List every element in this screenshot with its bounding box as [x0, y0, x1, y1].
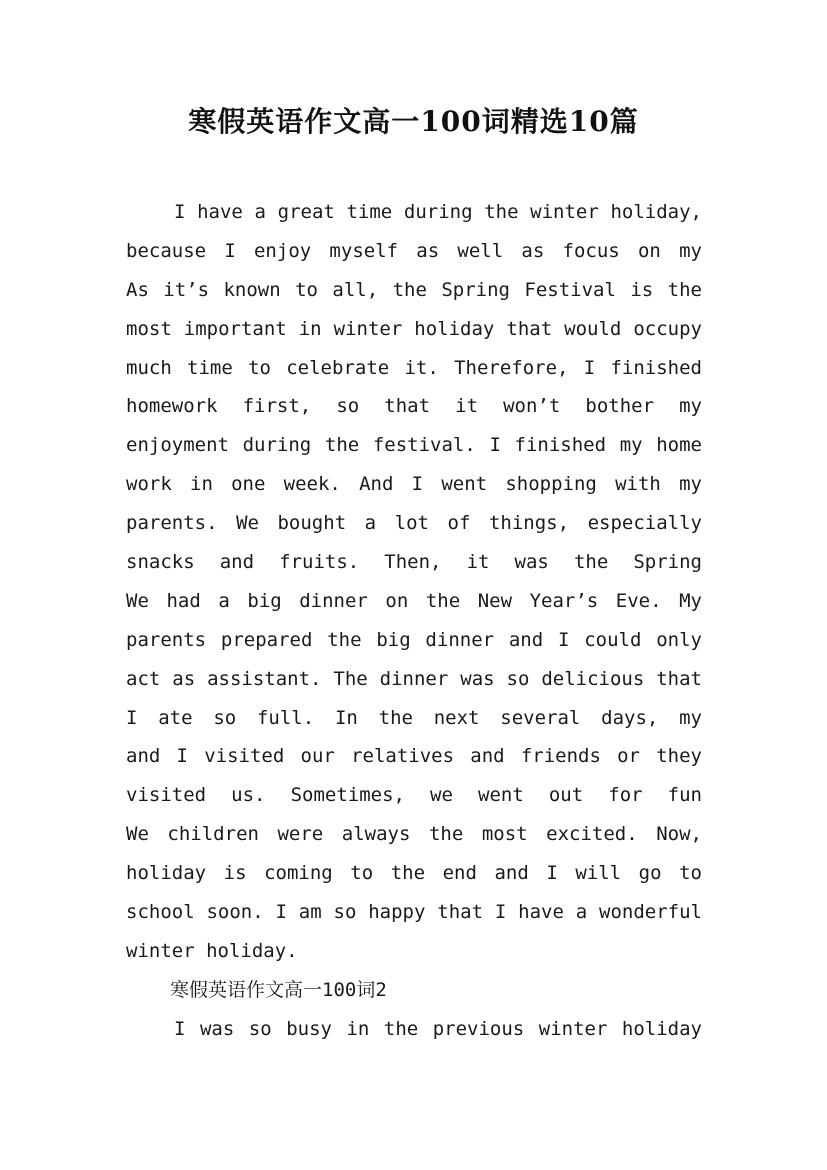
- essay-1-line: work in one week. And I went shopping with my: [126, 473, 702, 496]
- essay-1-line: I ate so full. In the next several days, my: [126, 706, 702, 729]
- essay-2-heading: 寒假英语作文高一100词2: [170, 978, 387, 1001]
- essay-1-line: visited us. Sometimes, we went out for fun: [126, 784, 702, 807]
- essay-1-line-last: winter holiday.: [126, 939, 298, 962]
- essay-1-line: most important in winter holiday that would occupy: [126, 317, 702, 340]
- essay-1-line: homework first, so that it won’t bother my: [126, 395, 702, 418]
- essay-1-line: We had a big dinner on the New Year’s Eve. My: [126, 589, 702, 612]
- essay-1-line: I have a great time during the winter holiday,: [174, 201, 702, 223]
- essay-1-line: As it’s known to all, the Spring Festival is the: [126, 278, 702, 301]
- essay-1-line: school soon. I am so happy that I have a wonderful: [126, 901, 702, 924]
- essay-1-line: parents. We bought a lot of things, especially: [126, 512, 702, 535]
- essay-2-line: I was so busy in the previous winter holiday: [174, 1017, 702, 1040]
- essay-1-line: and I visited our relatives and friends or they: [126, 745, 702, 768]
- essay-1-line: enjoyment during the festival. I finished my home: [126, 434, 702, 457]
- essay-1-line: We children were always the most excited. Now,: [126, 823, 702, 846]
- essay-1-line: much time to celebrate it. Therefore, I finished: [126, 356, 702, 379]
- essay-1-line: act as assistant. The dinner was so delicious that: [126, 667, 702, 690]
- essay-1-line: because I enjoy myself as well as focus on my: [126, 239, 702, 262]
- essay-1-line: holiday is coming to the end and I will go to: [126, 862, 702, 885]
- essay-1: [126, 193, 702, 1049]
- document-title: 寒假英语作文高一100词精选10篇: [188, 105, 639, 138]
- essay-1-line: snacks and fruits. Then, it was the Spring: [126, 551, 702, 574]
- essay-1-line: parents prepared the big dinner and I could only: [126, 628, 702, 651]
